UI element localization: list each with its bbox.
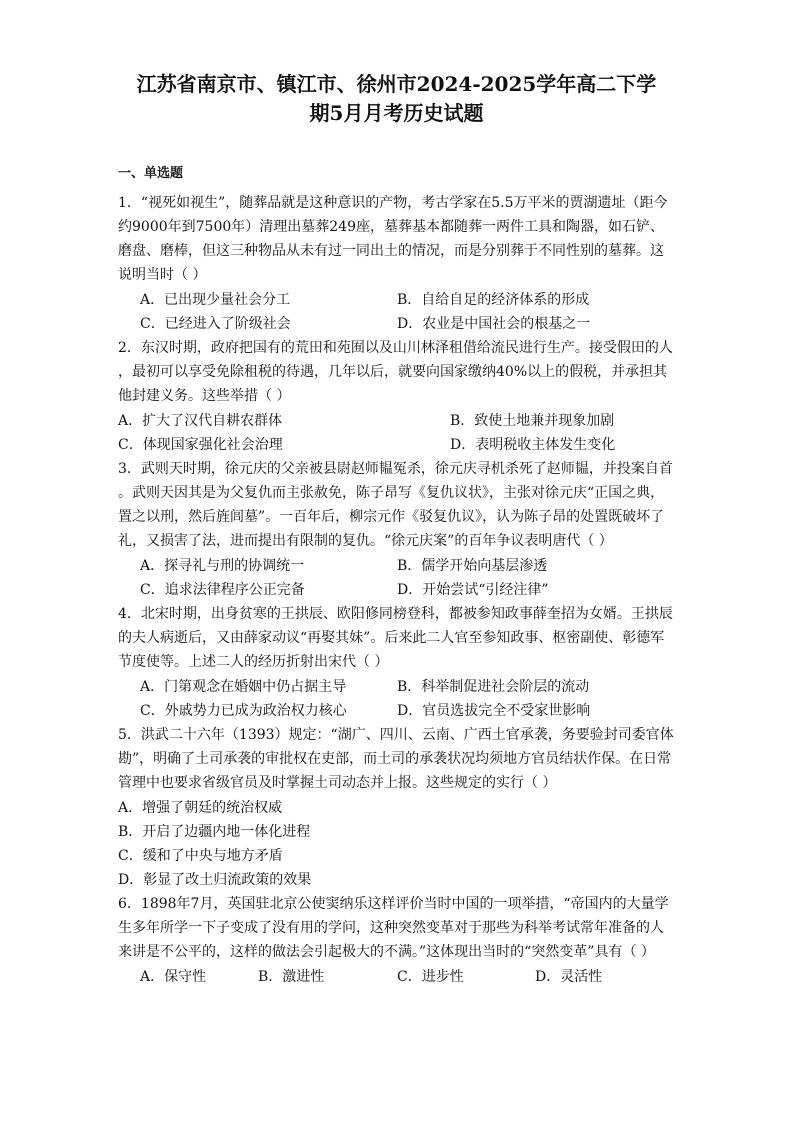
question-text-line: 6．1898年7月，英国驻北京公使窦纳乐这样评价当时中国的一项举措，“帝国内的大量学 — [118, 896, 669, 912]
question-text-line: 2．东汉时期，政府把国有的荒田和苑囿以及山川林泽租借给流民进行生产。接受假田的人 — [118, 340, 673, 356]
option-d: D．农业是中国社会的根基之一 — [397, 316, 591, 332]
option-b: B．激进性 — [258, 969, 325, 985]
question-text-line: 5．洪武二十六年（1393）规定：“湖广、四川、云南、广西土官承袭，务要验封司委官体 — [118, 727, 674, 743]
option-d: D．表明税收主体发生变化 — [450, 437, 616, 453]
question-text-line: 勘”，明确了土司承袭的审批权在吏部，而土司的承袭状况均须地方官员结状作保。在日常 — [118, 751, 672, 767]
option-b: B．自给自足的经济体系的形成 — [397, 292, 590, 308]
question-text-line: 说明当时（ ） — [118, 267, 207, 283]
option-d: D．灵活性 — [535, 969, 603, 985]
question-text-line: 礼，又损害了法，进而提出有限制的复仇。“徐元庆案”的百年争议表明唐代（ ） — [118, 533, 613, 549]
question-text-line: 4．北宋时期，出身贫寒的王拱辰、欧阳修同榜登科，都被参知政事薛奎招为女婿。王拱辰 — [118, 606, 673, 622]
option-c: C．缓和了中央与地方矛盾 — [118, 848, 283, 864]
question-text-line: 生多年所学一下子变成了没有用的学问，这种突然变革对于那些为科举考试常年准备的人 — [118, 920, 664, 936]
option-a: A．保守性 — [140, 969, 207, 985]
question-text-line: 约9000年到7500年）清理出墓葬249座，墓葬基本都随葬一两件工具和陶器，如石铲、 — [118, 219, 664, 235]
option-c: C．外戚势力已成为政治权力核心 — [140, 703, 347, 719]
option-c: C．进步性 — [397, 969, 464, 985]
option-a: A．增强了朝廷的统治权威 — [118, 800, 283, 816]
option-b: B．开启了边疆内地一体化进程 — [118, 824, 311, 840]
option-c: C．体现国家强化社会治理 — [118, 437, 283, 453]
section-heading-single-choice: 一、单选题 — [118, 166, 184, 181]
exam-title-line1: 江苏省南京市、镇江市、徐州市2024-2025学年高二下学 — [136, 72, 657, 96]
question-text-line: 节度使等。上述二人的经历折射出宋代（ ） — [118, 654, 389, 670]
option-b: B．儒学开始向基层渗透 — [397, 558, 548, 574]
question-text-line: 他封建义务。这些举措（ ） — [118, 388, 291, 404]
question-text-line: 来讲是不公平的，这样的做法会引起极大的不满。”这体现出当时的“突然变革”具有（ ） — [118, 944, 655, 960]
option-d: D．彰显了改土归流政策的效果 — [118, 872, 312, 888]
option-a: A．扩大了汉代自耕农群体 — [118, 413, 283, 429]
question-text-line: ，最初可以享受免除租税的待遇，几年以后，就要向国家缴纳40%以上的假税，并承担其 — [118, 364, 668, 380]
option-c: C．追求法律程序公正完备 — [140, 582, 305, 598]
option-b: B．致使土地兼并现象加剧 — [450, 413, 615, 429]
question-text-line: 。武则天因其是为父复仇而主张赦免，陈子昂写《复仇议状》，主张对徐元庆“正国之典， — [118, 485, 665, 501]
option-a: A．门第观念在婚姻中仍占据主导 — [140, 679, 347, 695]
question-text-line: 磨盘、磨棒，但这三种物品从未有过一同出土的情况，而是分别葬于不同性别的墓葬。这 — [118, 243, 664, 259]
option-c: C．已经进入了阶级社会 — [140, 316, 291, 332]
question-text-line: 的夫人病逝后，又由薛家动议“再娶其妹”。后来此二人官至参知政事、枢密副使、彰德军 — [118, 630, 665, 646]
question-text-line: 置之以刑，然后旌闾墓”。一百年后，柳宗元作《驳复仇议》，认为陈子昂的处置既破坏了 — [118, 509, 665, 525]
option-a: A．探寻礼与刑的协调统一 — [140, 558, 305, 574]
question-text-line: 3．武则天时期，徐元庆的父亲被县尉赵师韫冤杀，徐元庆寻机杀死了赵师韫，并投案自首 — [118, 461, 673, 477]
option-b: B．科举制促进社会阶层的流动 — [397, 679, 590, 695]
option-d: D．官员选拔完全不受家世影响 — [397, 703, 591, 719]
question-text-line: 1．“视死如视生”，随葬品就是这种意识的产物，考古学家在5.5万平米的贾湖遗址（距今 — [118, 195, 668, 211]
exam-title-line2: 期5月月考历史试题 — [309, 101, 484, 125]
question-text-line: 管理中也要求省级官员及时掌握土司动态并上报。这些规定的实行（ ） — [118, 775, 557, 791]
option-a: A．已出现少量社会分工 — [140, 292, 291, 308]
option-d: D．开始尝试“引经注律” — [397, 582, 549, 598]
